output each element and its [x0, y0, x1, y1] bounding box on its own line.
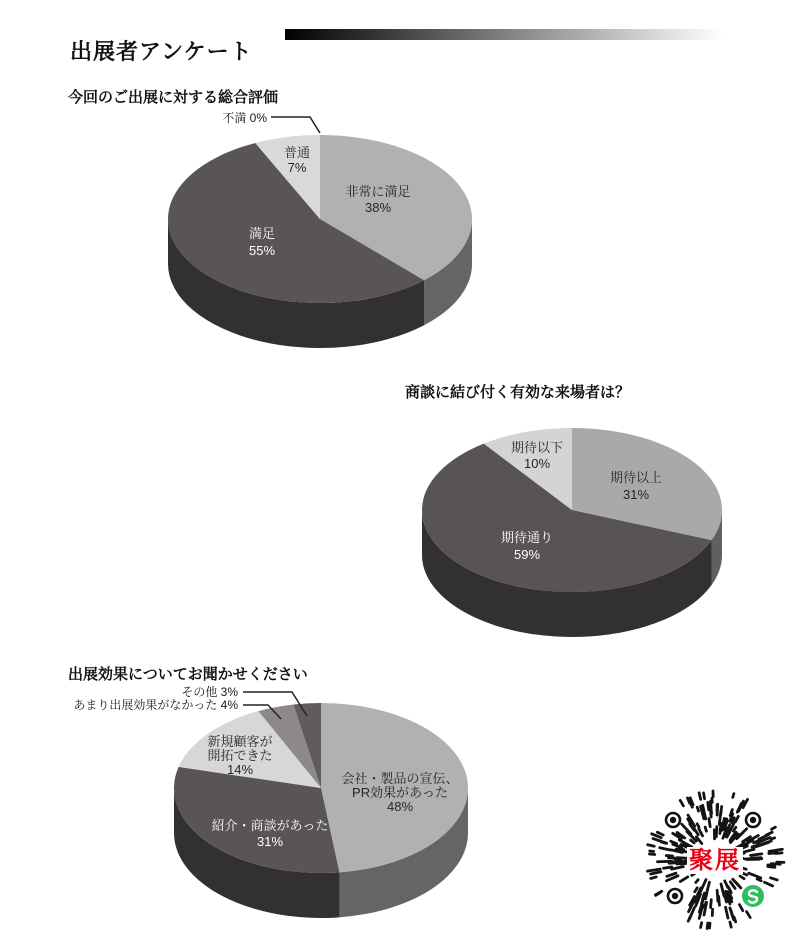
- qr-dash: [700, 880, 706, 893]
- pie-slice-label: 7%: [287, 160, 307, 175]
- qr-dash: [704, 793, 705, 799]
- pie-slice-label: 38%: [364, 200, 392, 215]
- qr-dash: [696, 880, 698, 883]
- qr-dash: [733, 794, 734, 798]
- qr-dash: [735, 816, 738, 822]
- pie-slice-label: 満足: [248, 226, 276, 241]
- qr-dash: [725, 895, 727, 902]
- qr-dash: [710, 808, 711, 817]
- qr-dash: [703, 893, 705, 899]
- pie-chart-1: [422, 428, 722, 637]
- qr-dash: [716, 827, 717, 837]
- qr-dash: [717, 804, 718, 815]
- qr-dash: [708, 802, 709, 809]
- qr-dash: [648, 845, 655, 846]
- qr-eye-dot: [750, 817, 756, 823]
- chart-title-effective-visitors: 商談に結び付く有効な来場者は？: [405, 384, 631, 401]
- qr-dash: [730, 922, 731, 927]
- pie-slice-label: 31%: [622, 487, 650, 502]
- qr-dash: [671, 841, 677, 843]
- qr-dash: [730, 895, 732, 899]
- qr-dash: [680, 877, 687, 882]
- qr-dash: [661, 842, 665, 843]
- qr-dash: [699, 793, 701, 799]
- callout-label: その他 3%: [181, 685, 238, 699]
- pie-slice-label: 10%: [523, 456, 551, 471]
- qr-dash: [731, 910, 734, 920]
- qr-dash: [697, 807, 698, 811]
- pie-slice-label: PR効果があった: [352, 785, 448, 800]
- qr-dash: [725, 881, 728, 888]
- qr-dash: [680, 800, 683, 805]
- qr-dash: [701, 923, 702, 928]
- pie-chart-2: [73, 684, 468, 918]
- pie-slice-label: 期待以上: [609, 470, 663, 485]
- qr-dash: [709, 819, 710, 827]
- page-title: 出展者アンケート: [70, 38, 253, 64]
- qr-dash: [771, 827, 775, 829]
- qr-eye-dot: [670, 817, 676, 823]
- qr-dash: [740, 876, 744, 879]
- pie-slice-label: 48%: [386, 799, 414, 814]
- qr-dash: [720, 826, 721, 833]
- callout-label: あまり出展効果がなかった 4%: [73, 698, 238, 712]
- qr-dash: [697, 824, 699, 828]
- qr-eye-dot: [672, 893, 678, 899]
- qr-dash: [733, 827, 735, 831]
- qr-dash: [711, 900, 712, 908]
- pie-slice-label: 非常に満足: [345, 184, 411, 199]
- pie-slice-label: 31%: [256, 834, 284, 849]
- qr-dash: [705, 893, 706, 899]
- chart-title-overall-rating: 今回のご出展に対する総合評価: [68, 89, 279, 106]
- qr-dash: [766, 832, 772, 835]
- chart-title-exhibition-effect: 出展効果についてお聞かせください: [68, 666, 308, 683]
- pie-chart-0: [168, 111, 472, 348]
- qr-dash: [691, 840, 694, 843]
- qr-dash: [676, 835, 680, 837]
- qr-dash: [764, 882, 772, 886]
- qr-dash: [719, 896, 720, 905]
- qr-dash: [771, 838, 775, 839]
- qr-dash: [739, 905, 742, 911]
- pie-slice-label: 会社・製品の宣伝、: [341, 771, 459, 786]
- callout-leader-line: [271, 117, 320, 133]
- pie-slice-label: 14%: [226, 762, 254, 777]
- qr-dash: [695, 888, 697, 892]
- pie-slice-label: 期待通り: [500, 530, 554, 545]
- qr-dash: [651, 877, 656, 879]
- qr-dash: [738, 829, 746, 837]
- qr-dash: [726, 907, 728, 918]
- qr-dash: [657, 832, 663, 835]
- qr-brand-text: 聚展: [689, 847, 741, 874]
- pie-slice-label: 59%: [513, 547, 541, 562]
- qr-dash: [707, 923, 708, 928]
- pie-slice-label: 新規顧客が: [207, 734, 273, 749]
- qr-dash: [705, 827, 706, 831]
- qr-dash: [694, 829, 698, 835]
- qr-dash: [737, 803, 741, 812]
- qr-dash: [771, 878, 778, 880]
- pie-slice-label: 普通: [283, 145, 311, 160]
- pie-slice-label: 55%: [248, 243, 276, 258]
- pie-slice-label: 期待以下: [510, 440, 564, 455]
- callout-label: 不満 0%: [222, 111, 267, 125]
- pie-slice-label: 紹介・商談があった: [211, 818, 329, 833]
- qr-dash: [747, 912, 751, 918]
- pie-slice-label: 開拓できた: [207, 748, 273, 763]
